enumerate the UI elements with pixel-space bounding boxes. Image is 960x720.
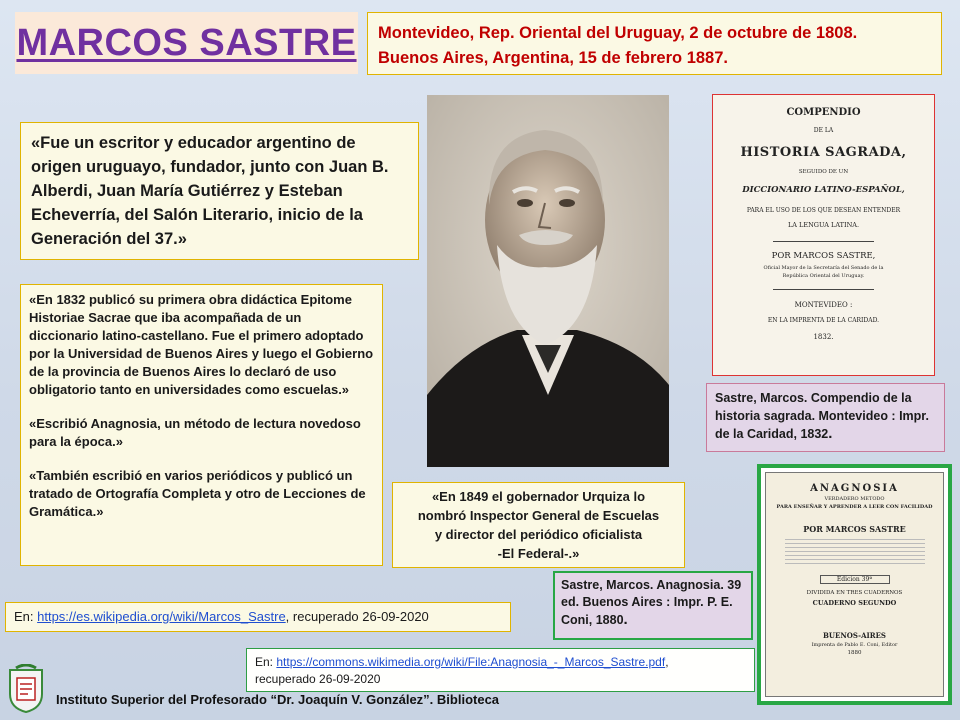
cover-rule <box>773 241 874 242</box>
cover-line: CUADERNO SEGUNDO <box>812 599 897 607</box>
urquiza-quote-box <box>392 482 685 568</box>
cover-line: COMPENDIO <box>786 107 861 118</box>
facts-box <box>20 284 383 566</box>
cover-fine-print <box>785 539 925 567</box>
title-box <box>15 12 358 74</box>
cover-line: DICCIONARIO LATINO-ESPAÑOL, <box>742 185 905 195</box>
birth-line: Montevideo, Rep. Oriental del Uruguay, 2 de octubre de 1808. <box>378 24 858 42</box>
institute-logo <box>6 664 46 714</box>
source-suffix: , <box>665 655 669 669</box>
death-line: Buenos Aires, Argentina, 15 de febrero 1887. <box>378 49 728 67</box>
wikipedia-link[interactable]: https://es.wikipedia.org/wiki/Marcos_Sastre <box>37 609 286 624</box>
cover-line: EN LA IMPRENTA DE LA CARIDAD. <box>767 317 880 324</box>
compendio-caption-text: Sastre, Marcos. Compendio de la historia sagrada. Montevideo : Impr. de la Caridad, 1832 <box>715 391 929 441</box>
urquiza-line-4: -El Federal-.» <box>497 546 580 561</box>
cover-line: LA LENGUA LATINA. <box>787 221 860 229</box>
cover-line: ANAGNOSIA <box>810 483 899 494</box>
cover-line: POR MARCOS SASTRE, <box>771 251 876 261</box>
cover-line: POR MARCOS SASTRE <box>803 524 906 534</box>
cover-line: República Oriental del Uruguay. <box>782 273 865 279</box>
cover-line: MONTEVIDEO : <box>794 301 853 309</box>
cover-line: Edicion 39ª <box>820 575 890 584</box>
cover-line: Imprenta de Pablo E. Coni, Editor <box>811 642 898 648</box>
source-wikipedia <box>5 602 511 632</box>
footer-institution: Instituto Superior del Profesorado “Dr. Joaquín V. González”. Biblioteca <box>56 692 500 707</box>
compendio-caption <box>706 383 945 452</box>
cover-line: PARA EL USO DE LOS QUE DESEAN ENTENDER <box>746 207 901 214</box>
shield-logo-icon <box>6 664 46 714</box>
urquiza-line-3: y director del periódico oficialista <box>434 527 643 542</box>
anagnosia-cover-image <box>765 472 944 697</box>
fact-epitome: «En 1832 publicó su primera obra didáctica Epitome Historiae Sacrae que iba acompañada de un diccionario latino-castellano. Fue el primero adoptado por la Universidad de Buenos Aires y luego el Gobierno de la provincia de Buenos Aires lo declaró de uso obligatorio tanto en universidades como escuelas.» <box>29 292 374 397</box>
anagnosia-caption <box>553 571 753 640</box>
urquiza-line-1: «En 1849 el gobernador Urquiza lo <box>431 489 646 504</box>
cover-rule <box>773 289 874 290</box>
cover-line: BUENOS-AIRES <box>823 631 886 640</box>
intro-quote-box <box>20 122 419 260</box>
source-prefix: En: <box>14 609 38 624</box>
portrait-illustration <box>427 95 669 467</box>
anagnosia-caption-text: Sastre, Marcos. Anagnosia. 39 ed. Buenos Aires : Impr. P. E. Coni, 1880 <box>561 578 742 627</box>
anagnosia-cover-frame <box>757 464 952 705</box>
anagnosia-caption-period: . <box>623 611 628 628</box>
source-suffix: , recuperado 26-09-2020 <box>285 609 429 624</box>
source-commons <box>246 648 755 692</box>
cover-line: 1832. <box>813 333 834 341</box>
commons-link[interactable]: https://commons.wikimedia.org/wiki/File:Anagnosia_-_Marcos_Sastre.pdf <box>276 655 666 669</box>
portrait-photo <box>427 95 669 467</box>
compendio-caption-period: . <box>828 425 833 442</box>
compendio-cover-image <box>712 94 935 376</box>
dates-box <box>367 12 942 75</box>
source-prefix: En: <box>255 655 277 669</box>
source-retrieved: recuperado 26-09-2020 <box>255 672 381 686</box>
page-title: MARCOS SASTRE <box>16 21 357 64</box>
urquiza-line-2: nombró Inspector General de Escuelas <box>417 508 660 523</box>
cover-line: DIVIDIDA EN TRES CUADERNOS <box>806 590 903 596</box>
fact-anagnosia: «Escribió Anagnosia, un método de lectura novedoso para la época.» <box>29 416 361 449</box>
cover-line: Oficial Mayor de la Secretaría del Senado de la <box>763 265 884 271</box>
cover-line: HISTORIA SAGRADA, <box>740 145 907 160</box>
cover-line: PARA ENSEÑAR Y APRENDER A LEER CON FACILIDAD <box>776 504 933 510</box>
fact-periodicos: «También escribió en varios periódicos y publicó un tratado de Ortografía Completa y otro de Lecciones de Gramática.» <box>29 468 366 519</box>
cover-line: DE LA <box>813 127 834 134</box>
cover-line: 1880 <box>847 650 862 656</box>
intro-quote: «Fue un escritor y educador argentino de origen uruguayo, fundador, junto con Juan B. Alberdi, Juan María Gutiérrez y Esteban Echeverría, del Salón Literario, inicio de la Generación del 37.» <box>31 134 389 248</box>
cover-line: VERDADERO METODO <box>824 496 885 502</box>
cover-line: SEGUIDO DE UN <box>798 169 849 175</box>
